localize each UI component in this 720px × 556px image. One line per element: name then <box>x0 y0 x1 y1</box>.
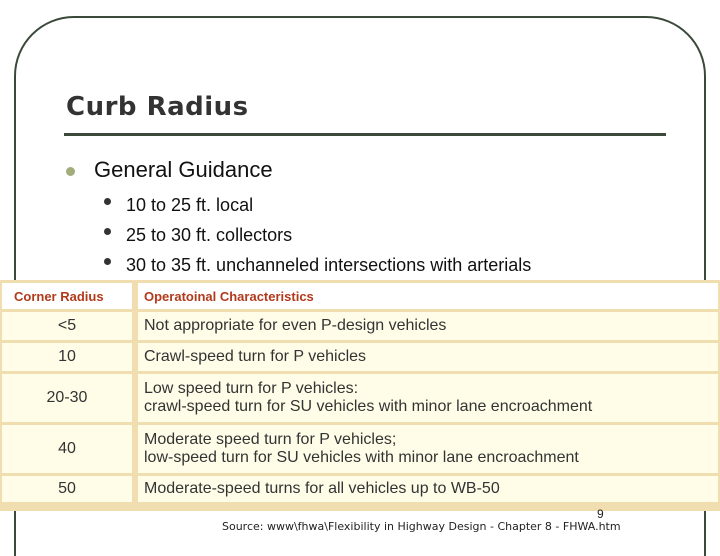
cell-radius: 10 <box>2 343 132 371</box>
header-corner-radius: Corner Radius <box>2 283 132 309</box>
sub-bullet-text: 25 to 30 ft. collectors <box>126 224 293 245</box>
table-row <box>2 312 718 340</box>
slide-title: Curb Radius <box>66 92 249 122</box>
curb-radius-table <box>0 280 720 511</box>
table-row <box>2 374 718 422</box>
cell-line: Moderate-speed turns for all vehicles up to WB-50 <box>144 480 500 497</box>
table-row <box>2 476 718 502</box>
title-rule <box>64 133 666 136</box>
cell-line: Low speed turn for P vehicles: <box>144 380 359 397</box>
cell-line: Moderate speed turn for P vehicles; <box>144 431 397 448</box>
cell-characteristics <box>138 425 718 473</box>
cell-radius: 40 <box>2 425 132 473</box>
table-header-row <box>2 283 718 309</box>
table-row <box>2 343 718 371</box>
cell-characteristics <box>138 374 718 422</box>
cell-characteristics <box>138 312 718 340</box>
sub-bullet-dot <box>104 258 111 265</box>
page-number: 9 <box>597 507 604 521</box>
source-citation: Source: www\fhwa\Flexibility in Highway Design - Chapter 8 - FHWA.htm <box>222 520 621 533</box>
cell-characteristics <box>138 343 718 371</box>
sub-bullet-dot <box>104 198 111 205</box>
sub-bullet <box>104 190 531 220</box>
cell-line: low-speed turn for SU vehicles with minor lane encroachment <box>144 449 579 466</box>
header-operational-characteristics: Operatoinal Characteristics <box>138 283 718 309</box>
sub-bullet-text: 10 to 25 ft. local <box>126 194 254 215</box>
cell-radius: <5 <box>2 312 132 340</box>
cell-line: crawl-speed turn for SU vehicles with minor lane encroachment <box>144 398 593 415</box>
table-row <box>2 425 718 473</box>
cell-line: Crawl-speed turn for P vehicles <box>144 348 367 365</box>
cell-radius: 20-30 <box>2 374 132 422</box>
sub-bullet-dot <box>104 228 111 235</box>
cell-radius: 50 <box>2 476 132 502</box>
bullet-general-guidance: General Guidance <box>94 157 273 182</box>
sub-bullet <box>104 220 531 250</box>
sub-bullet-list <box>104 190 531 280</box>
sub-bullet <box>104 250 531 280</box>
cell-line: Not appropriate for even P-design vehicles <box>144 317 447 334</box>
sub-bullet-text: 30 to 35 ft. unchanneled intersections with arterials <box>126 254 532 275</box>
bullet-dot <box>66 167 75 176</box>
cell-characteristics <box>138 476 718 502</box>
